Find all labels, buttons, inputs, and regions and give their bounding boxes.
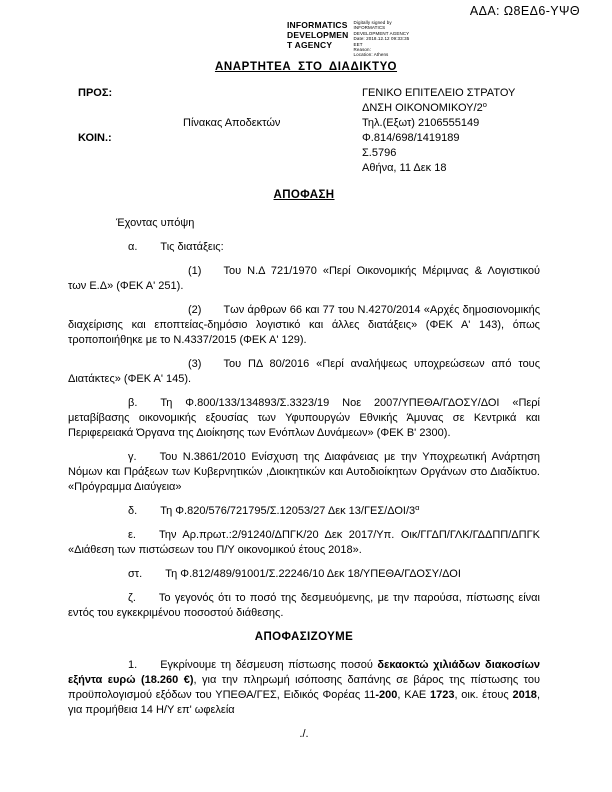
stamp-small-line: Location: Athens	[353, 52, 389, 58]
header-right-line: Φ.814/698/1419189	[362, 132, 460, 144]
digital-signature-stamp	[287, 20, 409, 58]
paragraph-label: 1.	[128, 659, 138, 671]
paragraph-run: Των άρθρων 66 και 77 του Ν.4270/2014 «Αρχές δημοσιονομικής διαχείρισης και εποπτείας-δημόσιο λογιστικό και άλλες διατάξεις» (ΦΕΚ Α' 143), όπως τροποποιήθηκε με το Ν.4337/2015 (ΦΕΚ Α' 129).	[68, 304, 540, 346]
paragraph-label: στ.	[128, 568, 143, 580]
paragraph-run: Τη Φ.800/133/134893/Σ.3323/19 Νοε 2007/ΥΠΕΘΑ/ΓΔΟΣΥ/ΔΟΙ «Περί μεταβίβασης οικονομικής εξουσίας των Υφυπουργών Εθνικής Άμυνας σε Κεντρικά και Περιφερειακά Όργανα της Διοίκησης των Ενόπλων Δυνάμεων» (ΦΕΚ Β' 2300).	[68, 397, 540, 439]
header-right-column	[362, 86, 515, 176]
koin-label: ΚΟΙΝ.:	[78, 132, 112, 144]
paragraph-run: δεκαοκτώ χιλιάδων διακοσίων εξήντα ευρώ (18.260 €)	[68, 659, 541, 686]
having-regard-line	[68, 216, 540, 231]
paragraph-run: -200	[375, 689, 398, 701]
paragraph-label: (3)	[188, 358, 202, 370]
document-body	[68, 188, 540, 742]
we-decide-heading: ΑΠΟΦΑΣΙΖΟΥΜΕ	[254, 631, 354, 643]
paragraph-label: (2)	[188, 304, 202, 316]
ordinal-superscript: ο	[482, 100, 487, 109]
paragraph-run: Του ΠΔ 80/2016 «Περί αναλήψεως υποχρεώσεων από τους Διατάκτες» (ΦΕΚ Α' 145).	[68, 358, 540, 385]
paragraph-run: , οικ. έτους	[454, 689, 513, 701]
paragraph-run: Το γεγονός ότι το ποσό της δεσμευόμενης, με την παρούσα, πίστωσης είναι εντός του εγκεκριμένου ποσοστού διάθεσης.	[68, 592, 540, 619]
paragraph-label: γ.	[128, 451, 137, 463]
item-a-1	[68, 264, 540, 294]
paragraph-run: Την Αρ.πρωτ.:2/91240/ΔΠΓΚ/20 Δεκ 2017/Υπ. Οικ/ΓΓΔΠ/ΓΛΚ/​ΓΔΔΠΠ/ΔΠΓΚ «Διάθεση των πιστώσεων του Π/Υ οικονομικού έτους 2018».	[68, 529, 540, 556]
continuation-mark: ./.	[299, 728, 309, 740]
paragraph-run: , για την πληρωμή ισόποσης δαπάνης σε βάρος της πίστωσης του προϋπολογισμού εξόδων του ΥΠΕΘΑ/ΓΕΣ, Ειδικός Φορέας 11	[68, 674, 540, 701]
internet-posting-banner: ΑΝΑΡΤΗΤΕΑ ΣΤΟ ΔΙΑΔΙΚΤΥΟ	[214, 61, 398, 73]
item-a	[68, 240, 540, 255]
item-st	[68, 567, 540, 582]
paragraph-label: (1)	[188, 265, 202, 277]
header-right-line: ΔΝΣΗ ΟΙΚΟΝΟΜΙΚΟΥ/$2^o$	[362, 100, 487, 114]
header-right-line: ΓΕΝΙΚΟ ΕΠΙΤΕΛΕΙΟ ΣΤΡΑΤΟΥ	[362, 87, 516, 99]
paragraph-label: α.	[128, 241, 138, 253]
paragraph-run: Έχοντας υπόψη	[116, 217, 195, 229]
paragraph-run: 2018	[512, 689, 537, 701]
stamp-signature-details	[354, 20, 410, 58]
stamp-big-line: INFORMATICS	[287, 20, 348, 30]
stamp-small-line: INFORMATICS	[353, 25, 386, 31]
paragraph-run: Εγκρίνουμε τη δέσμευση πίστωσης ποσού	[160, 659, 378, 671]
header-right-line: Τηλ.(Εξωτ) 2106555149	[362, 117, 480, 129]
ada-number: ΑΔΑ: Ω8ΕΔ6-ΥΨΘ	[469, 4, 580, 18]
paragraph-run: Του Ν.3861/2010 Ενίσχυση της Διαφάνειας με την Υποχρεωτική Ανάρτηση Νόμων και Πράξεων των Κυβερνητικών ,Διοικητικών και Αυτοδιοίκητων Οργάνων στο Διαδίκτυο. «Πρόγραμμα Διαύγεια»	[68, 451, 540, 493]
item-d	[68, 504, 540, 519]
paragraph-run: , ΚΑΕ	[397, 689, 430, 701]
paragraph-label: δ.	[128, 505, 138, 517]
paragraph-run: α	[415, 503, 420, 512]
paragraph-label: ε.	[128, 529, 136, 541]
stamp-small-line: Date: 2018.12.12 09:33:35	[353, 36, 410, 42]
paragraph-run: Τη Φ.812/489/91001/Σ.22246/10 Δεκ 18/ΥΠΕΘΑ/ΓΔΟΣΥ/ΔΟΙ	[165, 568, 461, 580]
pros-label: ΠΡΟΣ:	[78, 87, 113, 99]
paragraph-label: β.	[128, 397, 138, 409]
header-right-line: Αθήνα, 11 Δεκ 18	[362, 162, 447, 174]
stamp-small-line: Reason:	[353, 47, 371, 53]
item-a-3	[68, 357, 540, 387]
stamp-big-line: DEVELOPMEN	[287, 30, 349, 40]
item-e	[68, 528, 540, 558]
paragraph-label: ζ.	[128, 592, 136, 604]
stamp-agency-name	[287, 20, 349, 50]
header-right-line: Σ.5796	[362, 147, 397, 159]
stamp-small-line: DEVELOPMENT AGENCY	[353, 30, 410, 36]
item-a-2	[68, 303, 540, 348]
item-g	[68, 450, 540, 495]
decision-paragraph-1	[68, 658, 540, 718]
paragraph-run: , για προμήθεια 14 Η/Υ επ' ωφελεία	[68, 689, 540, 716]
recipients-table-label: Πίνακας Αποδεκτών	[183, 117, 281, 129]
stamp-small-line: EET	[353, 41, 363, 47]
stamp-big-line: T AGENCY	[287, 40, 333, 50]
decision-heading: ΑΠΟΦΑΣΗ	[273, 189, 335, 201]
item-z	[68, 591, 540, 621]
paragraph-run: 1723	[430, 689, 455, 701]
item-b	[68, 396, 540, 441]
paragraph-run: Τις διατάξεις:	[160, 241, 224, 253]
paragraph-run: Τη Φ.820/576/721795/Σ.12053/27 Δεκ 13/ΓΕΣ/ΔΟΙ/3	[160, 505, 416, 517]
paragraph-run: Του Ν.Δ 721/1970 «Περί Οικονομικής Μέριμνας & Λογιστικού των Ε.Δ» (ΦΕΚ Α' 251).	[68, 265, 540, 292]
stamp-small-line: Digitally signed by	[353, 20, 392, 25]
